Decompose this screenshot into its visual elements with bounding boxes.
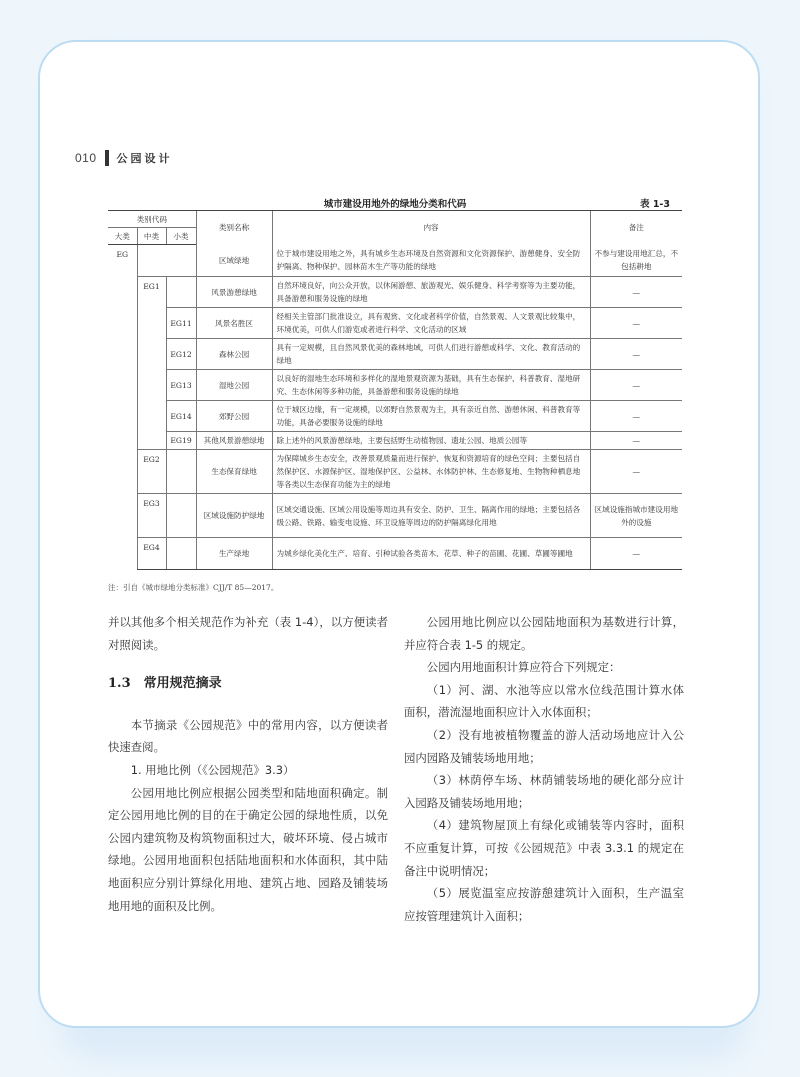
paragraph: 并以其他多个相关规范作为补充（表 1-4），以方便读者对照阅读。 [108,615,388,652]
cell-remarks: — [590,538,682,570]
paragraph: 本节摘录《公园规范》中的常用内容，以方便读者快速查阅。 [108,717,388,755]
cell-mid: EG2 [137,450,166,494]
cell-content: 位于城区边缘，有一定规模，以郊野自然景观为主，具有亲近自然、游憩休闲、科普教育等功能，具备必要服务设施的绿地 [272,401,590,432]
cell-content: 除上述外的风景游憩绿地，主要包括野生动植物园、遗址公园、地质公园等 [272,432,590,450]
cell-small: EG12 [166,339,196,370]
list-item: （2）没有地被植物覆盖的游人活动场地应计入公园内园路及铺装场地用地； [404,727,684,765]
cell-name: 生产绿地 [196,538,272,570]
table-row [108,245,682,277]
cell-small: EG14 [166,401,196,432]
header-code-group: 类别代码 [108,211,196,228]
table-row [108,450,682,494]
cell-content: 为保障城乡生态安全，改善景观质量而进行保护、恢复和资源培育的绿色空间；主要包括自然保护区、水源保护区、湿地保护区、公益林、水体防护林、生态修复地、生物物种栖息地等各类以生态保育功能为主的绿地 [272,450,590,494]
table-row [108,308,682,339]
table-row [108,538,682,570]
header-big: 大类 [108,228,137,245]
cell-name: 生态保育绿地 [196,450,272,494]
table-caption [108,194,682,210]
cell-big: EG [116,250,129,259]
cell-remarks: — [590,308,682,339]
subheading: 1. 用地比例（《公园规范》3.3） [130,762,295,777]
green-space-classification-table [108,210,682,570]
cell-content: 区域交通设施、区域公用设施等周边具有安全、防护、卫生、隔离作用的绿地；主要包括各级公路、铁路、输变电设施、环卫设施等周边的防护隔离绿化用地 [272,494,590,538]
table-footnote: 注：引自《城市绿地分类标准》CJJ/T 85—2017。 [108,583,279,592]
list-item: （1）河、湖、水池等应以常水位线范围计算水体面积，潜流湿地面积应计入水体面积； [404,682,684,720]
cell-mid: EG3 [137,494,166,538]
section-heading: 1.3 常用规范摘录 [108,676,222,692]
header-small: 小类 [166,228,196,245]
table-row [108,277,682,308]
cell-name: 区域设施防护绿地 [196,494,272,538]
cell-remarks: — [590,450,682,494]
cell-remarks: — [590,277,682,308]
cell-content: 以良好的湿地生态环境和多样化的湿地景观资源为基础，具有生态保护、科普教育、湿地研究、生态休闲等多种功能，具备游憩和服务设施的绿地 [272,370,590,401]
running-header [75,150,173,166]
cell-name: 风景游憩绿地 [196,277,272,308]
cell-content: 为城乡绿化美化生产、培育、引种试验各类苗木、花草、种子的苗圃、花圃、草圃等圃地 [272,538,590,570]
page-number: 010 [75,151,97,165]
book-title: 公园设计 [116,152,173,165]
header-divider [105,150,109,166]
paragraph: 公园用地比例应根据公园类型和陆地面积确定。制定公园用地比例的目的在于确定公园的绿地性质，以免公园内建筑物及构筑物面积过大，破坏环境、侵占城市绿地。公园用地面积包括陆地面积和水体面积，其中陆地面积应分别计算绿化用地、建筑占地、园路及铺装场地用地的面积及比例。 [108,785,388,913]
cell-small: EG11 [166,308,196,339]
cell-remarks: 不参与建设用地汇总，不包括耕地 [590,245,682,277]
cell-remarks: 区域设施指城市建设用地外的设施 [590,494,682,538]
cell-name: 区域绿地 [196,245,272,277]
list-item: （5）展览温室应按游憩建筑计入面积，生产温室应按管理建筑计入面积； [404,886,684,923]
body-column-right [404,611,684,927]
cell-small: EG13 [166,370,196,401]
list-item: （4）建筑物屋顶上有绿化或铺装等内容时，面积不应重复计算，可按《公园规范》中表 3.3.1 的规定在备注中说明情况； [404,818,684,878]
cell-mid: EG4 [137,538,166,570]
table-row [108,401,682,432]
cell-remarks: — [590,401,682,432]
cell-name: 森林公园 [196,339,272,370]
cell-content: 经相关主管部门批准设立，具有观赏、文化或者科学价值，自然景观、人文景观比较集中，环境优美，可供人们游览或者进行科学、文化活动的区域 [272,308,590,339]
cell-name: 风景名胜区 [196,308,272,339]
cell-content: 具有一定规模，且自然风景优美的森林地域，可供人们进行游憩或科学、文化、教育活动的绿地 [272,339,590,370]
cell-remarks: — [590,370,682,401]
paragraph: 公园用地比例应以公园陆地面积为基数进行计算，并应符合表 1-5 的规定。 [404,615,684,652]
table-number: 表 1-3 [640,199,670,210]
cell-content: 自然环境良好，向公众开放，以休闲游憩、旅游观光、娱乐健身、科学考察等为主要功能，具备游憩和服务设施的绿地 [272,277,590,308]
table-header-row [108,211,682,228]
table-row [108,494,682,538]
table-row [108,339,682,370]
body-column-left [108,611,388,917]
table-row [108,370,682,401]
header-mid: 中类 [137,228,166,245]
cell-mid: EG1 [137,277,166,308]
cell-name: 其他风景游憩绿地 [196,432,272,450]
header-content: 内容 [272,211,590,245]
table-row [108,432,682,450]
header-name: 类别名称 [196,211,272,245]
cell-name: 湿地公园 [196,370,272,401]
header-remarks: 备注 [590,211,682,245]
cell-remarks: — [590,339,682,370]
cell-remarks: — [590,432,682,450]
cell-name: 郊野公园 [196,401,272,432]
table-title: 城市建设用地外的绿地分类和代码 [323,199,467,210]
list-item: （3）林荫停车场、林荫铺装场地的硬化部分应计入园路及铺装场地用地； [404,773,684,810]
paragraph: 公园内用地面积计算应符合下列规定： [426,660,621,675]
cell-small: EG19 [166,432,196,450]
cell-content: 位于城市建设用地之外，具有城乡生态环境及自然资源和文化资源保护、游憩健身、安全防护隔离、物种保护、园林苗木生产等功能的绿地 [272,245,590,277]
